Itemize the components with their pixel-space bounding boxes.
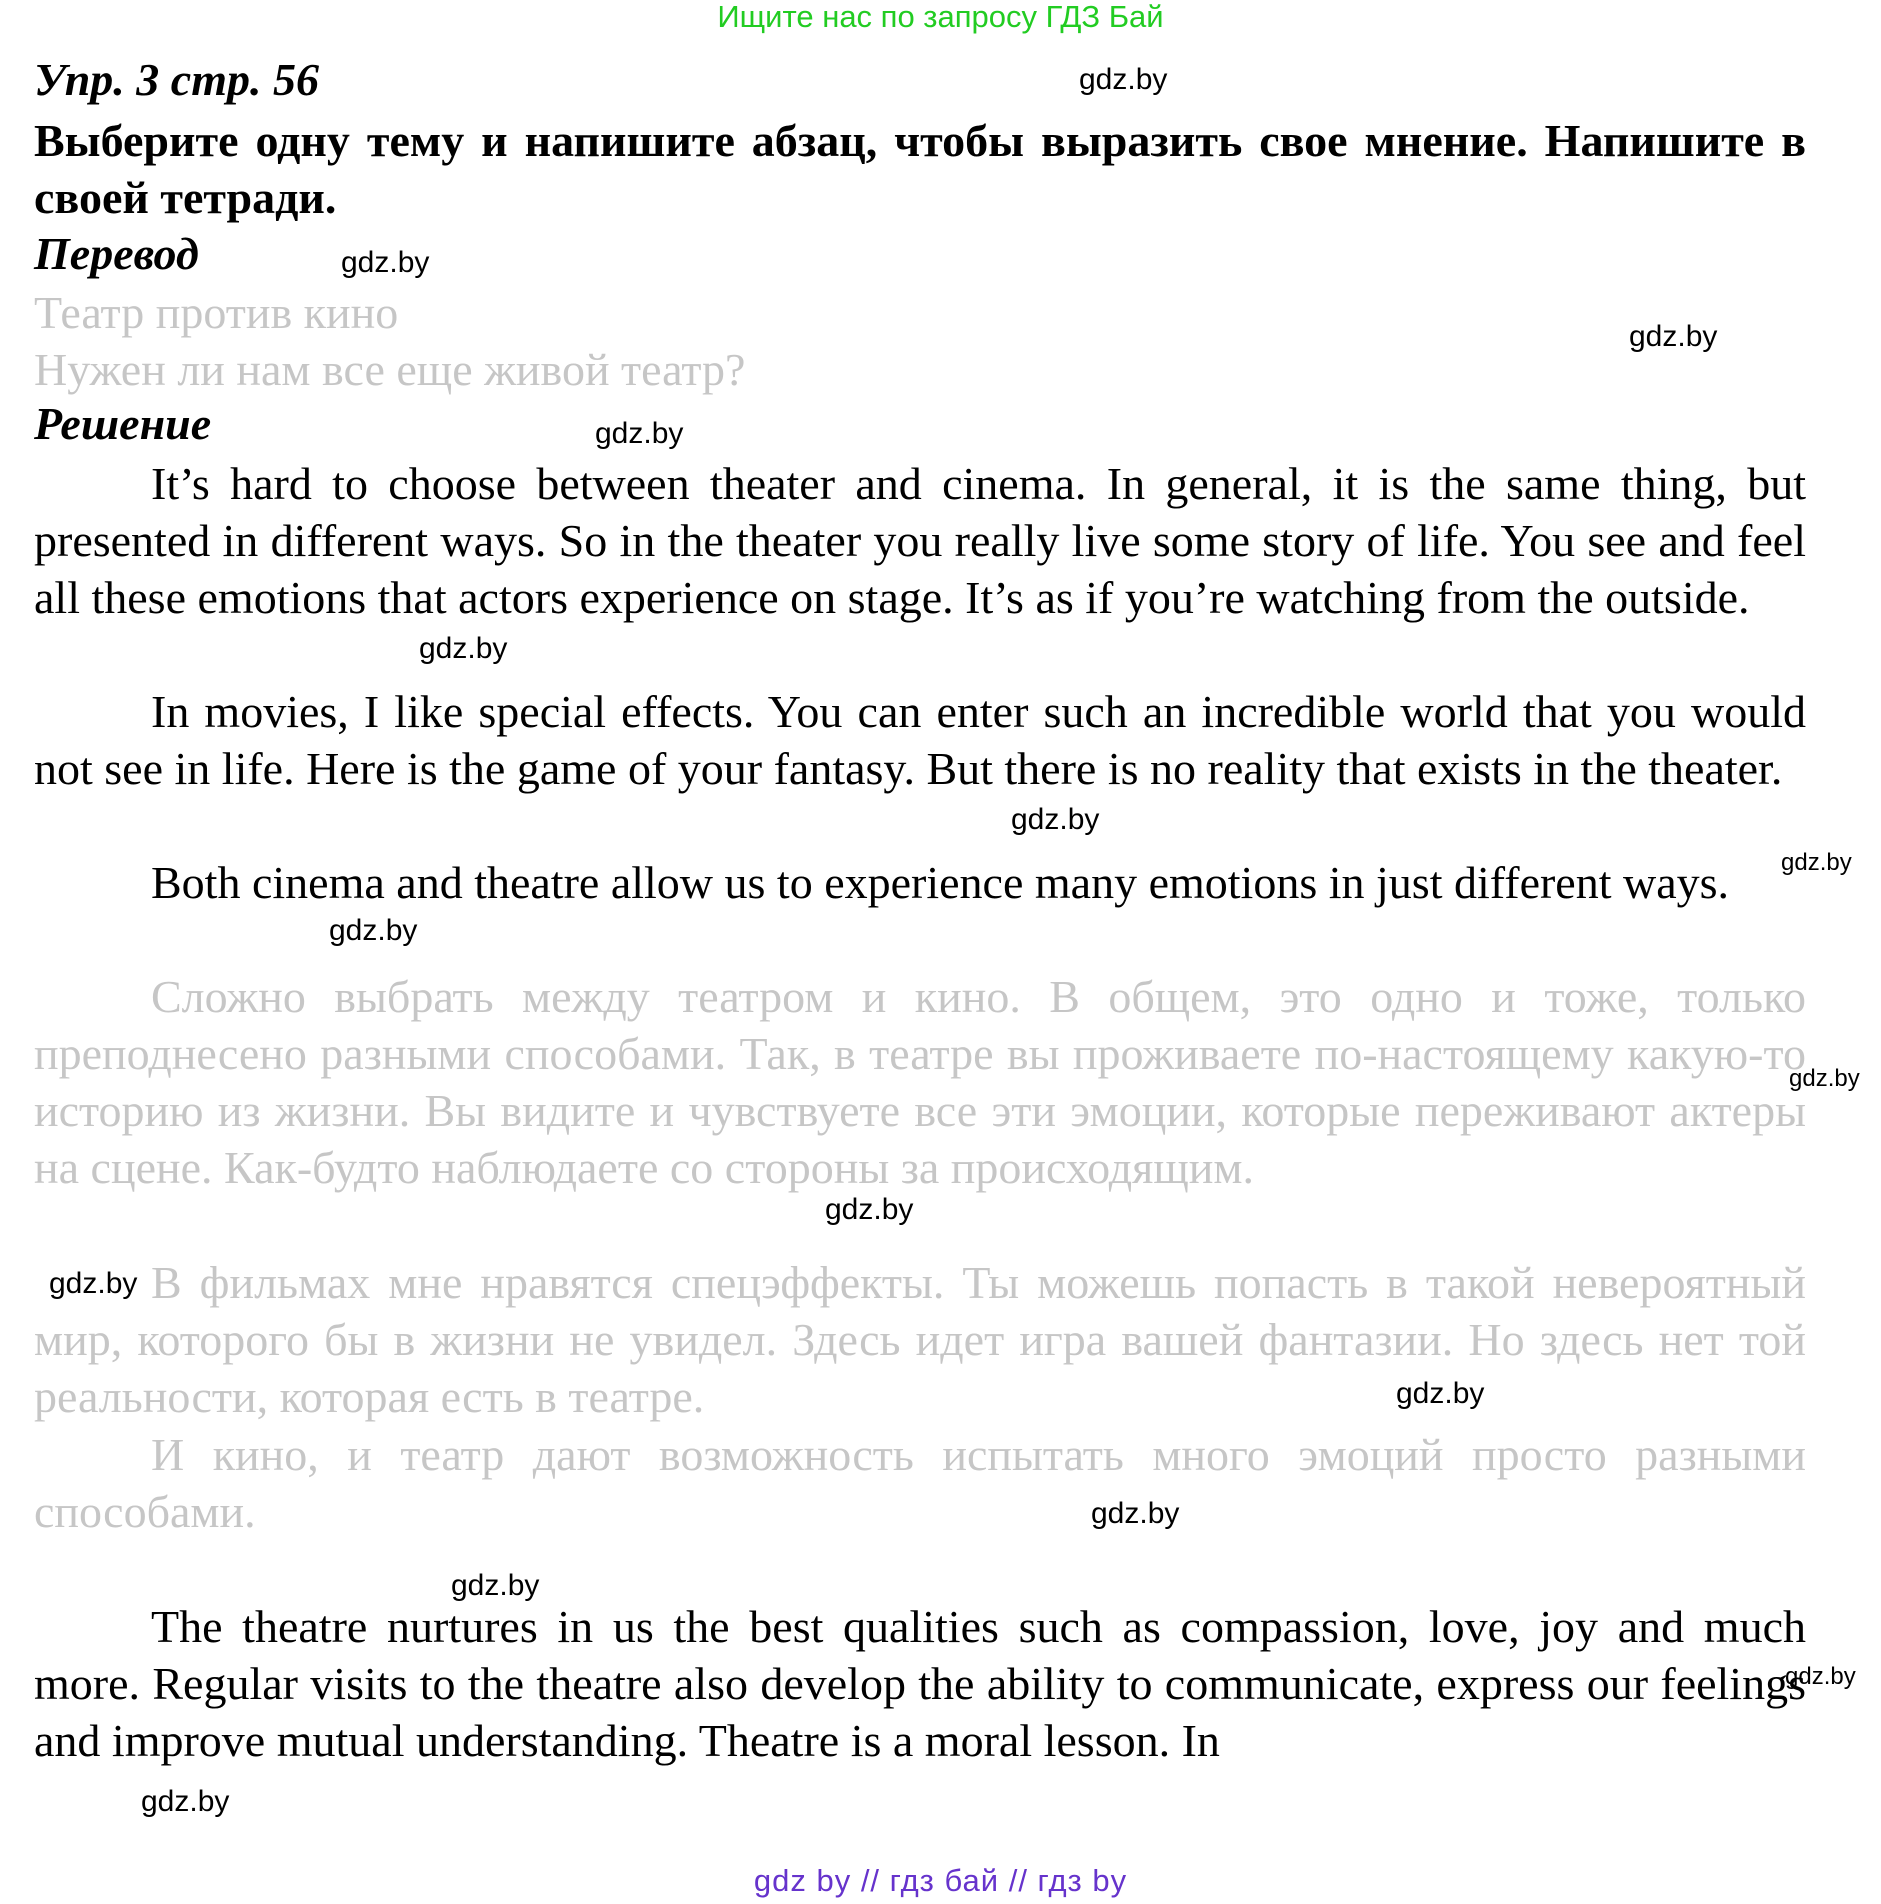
english-paragraph: In movies, I like special effects. You can enter such an incredible world that you would not see in life. Here is the game of your fantasy. But there is no reality that exists in the theater. — [34, 686, 1806, 794]
watermark: gdz.by — [329, 914, 418, 947]
russian-paragraph: Сложно выбрать между театром и кино. В общем, это одно и тоже, только преподнесено разными способами. Так, в театре вы проживаете по-настоящему какую-то историю из жизни. Вы видите и чувствуете все эти эмоции, которые переживают актеры на сцене. Как-будто наблюдаете со стороны за происходящим. — [34, 971, 1806, 1193]
exercise-title: Упр. 3 стр. 56 — [34, 54, 320, 105]
russian-paragraph: В фильмах мне нравятся спецэффекты. Ты можешь попасть в такой невероятный мир, которого бы в жизни не увидел. Здесь идет игра вашей фантазии. Но здесь нет той реальности, которая есть в театре. — [34, 1257, 1806, 1422]
topic-2: Нужен ли нам все еще живой театр? — [34, 344, 746, 395]
watermark: gdz.by — [1629, 320, 1718, 353]
watermark: gdz.by — [1079, 63, 1168, 96]
watermark: gdz.by — [1781, 849, 1852, 876]
watermark: gdz.by — [141, 1785, 230, 1818]
translation-heading: Перевод — [34, 228, 199, 279]
english-paragraph-2: The theatre nurtures in us the best qualities such as compassion, love, joy and much more. Regular visits to the theatre also develop the ability to communicate, express our feelings and improve mutual understanding. Theatre is a moral lesson. In — [34, 1601, 1806, 1766]
footer: gdz by // гдз бай // гдз by — [753, 1863, 1128, 1898]
top-banner: Ищите нас по запросу ГДЗ Бай — [717, 0, 1164, 34]
watermark: gdz.by — [451, 1569, 540, 1602]
watermark: gdz.by — [419, 632, 508, 665]
watermark: gdz.by — [341, 246, 430, 279]
topic-1: Театр против кино — [34, 287, 399, 338]
english-paragraph: Both cinema and theatre allow us to experience many emotions in just different ways. — [151, 857, 1730, 908]
watermark: gdz.by — [1011, 803, 1100, 836]
russian-paragraph: И кино, и театр дают возможность испытать много эмоций просто разными способами. — [34, 1429, 1806, 1537]
watermark: gdz.by — [1091, 1497, 1180, 1530]
task-text: Выберите одну тему и напишите абзац, чтобы выразить свое мнение. Напишите в своей тетради. — [34, 115, 1806, 223]
watermark: gdz.by — [1396, 1377, 1485, 1410]
watermark: gdz.by — [595, 417, 684, 450]
watermark: gdz.by — [49, 1267, 138, 1300]
watermark: gdz.by — [825, 1193, 914, 1226]
solution-heading: Решение — [34, 398, 212, 449]
watermark: gdz.by — [1789, 1065, 1860, 1092]
english-paragraph: It’s hard to choose between theater and cinema. In general, it is the same thing, but presented in different ways. So in the theater you really live some story of life. You see and feel all these emotions that actors experience on stage. It’s as if you’re watching from the outside. — [34, 458, 1806, 623]
watermark: gdz.by — [1785, 1663, 1856, 1690]
